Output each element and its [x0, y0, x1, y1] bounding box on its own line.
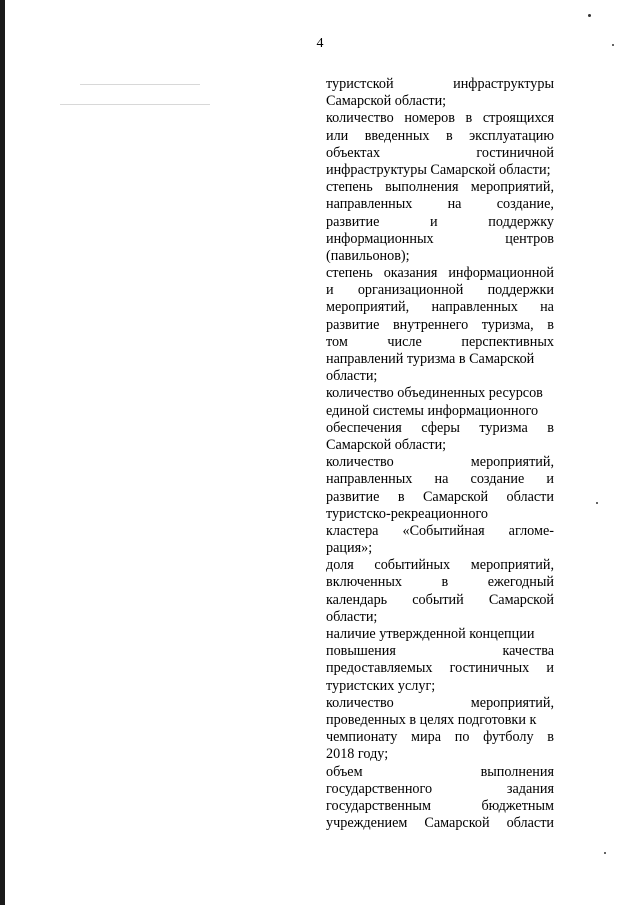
word: «Событийная — [402, 522, 485, 539]
word: по — [454, 729, 470, 746]
word: на — [447, 196, 462, 213]
word: в — [445, 127, 453, 144]
word: номеров — [404, 110, 455, 127]
word: доля — [326, 557, 354, 574]
word: бюджетным — [481, 797, 554, 814]
word: строящихся — [482, 110, 554, 127]
word: инфраструктуры Самарской области; — [326, 161, 551, 178]
word: в — [547, 419, 554, 436]
word: туристско-рекреационного — [326, 505, 489, 522]
word: на — [540, 299, 554, 316]
word: выполнения — [480, 763, 554, 780]
scan-left-edge — [0, 0, 5, 905]
text-line — [326, 626, 554, 643]
word: мероприятий, — [470, 557, 554, 574]
word: и — [326, 282, 334, 299]
word: в — [465, 110, 473, 127]
word: области — [506, 488, 554, 505]
word: развитие — [326, 488, 380, 505]
text-line — [326, 162, 554, 179]
word: области; — [326, 608, 378, 625]
word: выполнения — [385, 179, 459, 196]
word: введенных — [364, 127, 430, 144]
word: или — [326, 127, 349, 144]
word: обеспечения — [326, 419, 402, 436]
word: направленных — [326, 471, 413, 488]
word: в — [397, 488, 405, 505]
scan-speck — [612, 44, 614, 46]
indicator-list-text — [326, 76, 554, 832]
word: мероприятий, — [470, 454, 554, 471]
text-line — [326, 746, 554, 763]
word: том — [326, 333, 348, 350]
word: Самарской области; — [326, 436, 447, 453]
word: поддержки — [487, 282, 554, 299]
word: оказания — [383, 265, 438, 282]
text-line — [326, 282, 554, 299]
text-line — [326, 368, 554, 385]
text-line — [326, 214, 554, 231]
scan-speck — [588, 14, 591, 17]
scan-speck — [596, 502, 598, 504]
text-line — [326, 523, 554, 540]
word: Самарской области; — [326, 93, 447, 110]
text-line — [326, 299, 554, 316]
word: области; — [326, 368, 378, 385]
word: футболу — [483, 729, 534, 746]
text-line — [326, 317, 554, 334]
text-line — [326, 76, 554, 93]
word: внутреннего — [392, 316, 469, 333]
word: единой системы информационного — [326, 402, 539, 419]
word: туризма, — [481, 316, 534, 333]
word: направленных — [326, 196, 413, 213]
text-line — [326, 385, 554, 402]
word: агломе- — [508, 522, 554, 539]
text-line — [326, 93, 554, 110]
word: кластера — [326, 522, 379, 539]
text-line — [326, 437, 554, 454]
text-line — [326, 815, 554, 832]
text-line — [326, 351, 554, 368]
word: создание, — [496, 196, 554, 213]
word: информационных — [326, 230, 434, 247]
word: количество — [326, 454, 394, 471]
word: повышения — [326, 643, 396, 660]
text-line — [326, 403, 554, 420]
word: включенных — [326, 574, 402, 591]
text-line — [326, 557, 554, 574]
text-line — [326, 454, 554, 471]
word: объем — [326, 763, 363, 780]
word: создание — [470, 471, 525, 488]
word: гостиничных — [449, 660, 530, 677]
text-line — [326, 574, 554, 591]
text-line — [326, 660, 554, 677]
word: количество объединенных ресурсов — [326, 385, 543, 402]
text-line — [326, 110, 554, 127]
word: качества — [502, 643, 554, 660]
word: предоставляемых — [326, 660, 433, 677]
word: мира — [411, 729, 442, 746]
word: 2018 году; — [326, 746, 389, 763]
word: задания — [506, 780, 554, 797]
word: событий — [412, 591, 464, 608]
word: количество — [326, 110, 394, 127]
word: рация»; — [326, 540, 373, 557]
text-line — [326, 420, 554, 437]
word: на — [434, 471, 449, 488]
word: в — [441, 574, 449, 591]
text-line — [326, 798, 554, 815]
text-line — [326, 506, 554, 523]
word: туристской — [326, 76, 394, 92]
word: государственного — [326, 780, 433, 797]
text-line — [326, 592, 554, 609]
text-line — [326, 764, 554, 781]
word: центров — [505, 230, 554, 247]
text-line — [326, 609, 554, 626]
word: Самарской — [422, 488, 489, 505]
word: мероприятий, — [326, 299, 410, 316]
word: туризма — [479, 419, 528, 436]
word: гостиничной — [476, 144, 554, 161]
word: государственным — [326, 797, 431, 814]
word: (павильонов); — [326, 247, 410, 264]
text-line — [326, 179, 554, 196]
text-line — [326, 678, 554, 695]
text-line — [326, 334, 554, 351]
word: развитие — [326, 213, 380, 230]
word: количество — [326, 694, 394, 711]
text-line — [326, 265, 554, 282]
text-line — [326, 489, 554, 506]
text-line — [326, 540, 554, 557]
text-line — [326, 712, 554, 729]
word: учреждением — [326, 815, 408, 832]
word: Самарской — [424, 815, 490, 832]
word: мероприятий, — [470, 179, 554, 196]
text-line — [326, 781, 554, 798]
word: объектах — [326, 144, 381, 161]
word: Самарской — [488, 591, 554, 608]
text-line — [326, 196, 554, 213]
text-line — [326, 145, 554, 162]
word: и — [546, 660, 554, 677]
word: и — [546, 471, 554, 488]
word: информационной — [448, 265, 554, 282]
word: направлений туризма в Самарской — [326, 351, 535, 367]
word: степень — [326, 179, 373, 196]
word: организационной — [357, 282, 464, 299]
word: событийных — [374, 557, 451, 574]
word: развитие — [326, 316, 380, 333]
scan-speck — [604, 852, 606, 854]
text-line — [326, 643, 554, 660]
word: поддержку — [488, 213, 554, 230]
word: перспективных — [461, 333, 554, 350]
word: области — [506, 815, 554, 832]
word: в — [547, 316, 554, 333]
word: инфраструктуры — [453, 76, 554, 92]
word: числе — [387, 333, 422, 350]
word: мероприятий, — [470, 694, 554, 711]
text-line — [326, 729, 554, 746]
text-line — [326, 471, 554, 488]
text-line — [326, 231, 554, 248]
word: степень — [326, 265, 373, 282]
scan-smudge — [80, 84, 200, 85]
word: направленных — [431, 299, 518, 316]
text-line — [326, 128, 554, 145]
word: календарь — [326, 591, 388, 608]
word: эксплуатацию — [469, 127, 554, 144]
word: сферы — [421, 419, 460, 436]
text-line — [326, 248, 554, 265]
word: и — [430, 213, 438, 230]
word: проведенных в целях подготовки к — [326, 711, 537, 728]
word: ежегодный — [487, 574, 554, 591]
word: в — [547, 729, 554, 746]
word: чемпионату — [326, 729, 398, 746]
word: туристских услуг; — [326, 677, 436, 694]
word: наличие утвержденной концепции — [326, 626, 535, 642]
page-number: 4 — [316, 36, 324, 51]
text-line — [326, 695, 554, 712]
scan-smudge — [60, 104, 210, 105]
